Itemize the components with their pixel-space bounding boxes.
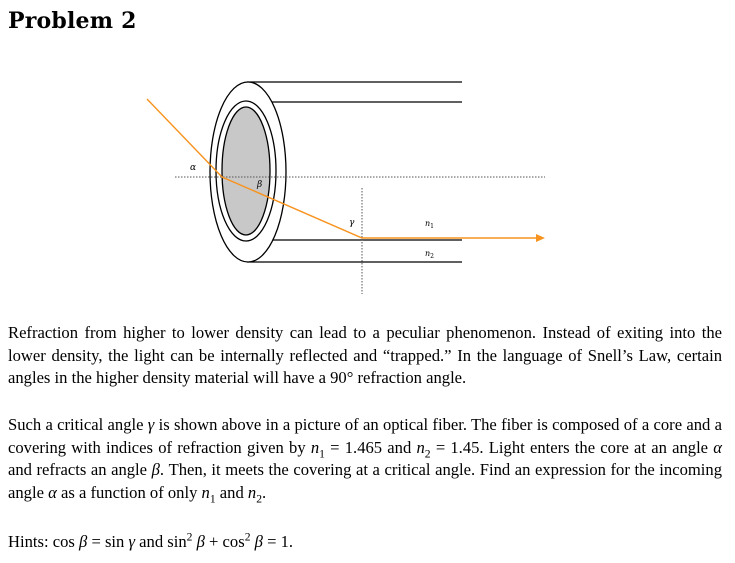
label-n1: $n_1$ — [425, 219, 434, 230]
math-n2-sub: 2 — [424, 446, 431, 460]
light-ray — [147, 99, 536, 238]
ray-arrowhead-icon — [536, 234, 545, 242]
math-n2: n — [247, 482, 257, 502]
math-fn: = sin — [91, 532, 125, 551]
paragraph-intro — [8, 322, 722, 390]
text-segment: . — [262, 482, 267, 502]
math-beta: β — [254, 532, 263, 551]
hints-line — [8, 531, 722, 554]
math-gamma: γ — [147, 415, 155, 434]
text-segment: is shown above in a picture of an optical fiber. The fiber is composed of a core and a covering with indices of refraction given by — [8, 415, 722, 457]
problem-title: Problem 2 — [8, 8, 137, 34]
math-beta: β — [79, 532, 88, 551]
math-n2-sub: 2 — [256, 491, 263, 505]
text-segment: and refracts an angle — [8, 460, 148, 479]
label-gamma: γ — [349, 218, 355, 228]
math-n1-sub: 1 — [319, 446, 325, 460]
text-segment: = 1.45. Light enters the core at an angle — [435, 437, 709, 457]
label-beta: β — [257, 180, 263, 190]
math-exponent: 2 — [244, 530, 251, 544]
math-alpha: α — [713, 437, 722, 457]
label-n2: $n_2$ — [425, 249, 434, 260]
paragraph-problem — [8, 414, 722, 504]
paragraph-intro-text: Refraction from higher to lower density can lead to a peculiar phenomenon. Instead of exiting into the lower density, the light can be internally reflected and “trapped.” In the language of Snell’s Law, certain angles in the higher density material will have a 90° refraction angle. — [8, 323, 722, 387]
math-fn: cos — [52, 532, 75, 551]
math-n1: n — [310, 437, 320, 457]
text-segment: Such a critical angle — [8, 415, 144, 434]
text-segment: = 1.465 and — [330, 437, 412, 457]
math-n1: n — [201, 482, 210, 502]
math-n2: n — [416, 437, 425, 457]
math-fn: and sin — [139, 532, 187, 551]
math-beta: β — [151, 460, 160, 479]
text-segment: . Then, it meets the covering at a critical angle. Find an expression for the incoming angle — [8, 460, 722, 502]
hints-label: Hints: — [8, 532, 49, 551]
text-segment: and — [219, 482, 244, 502]
math-n1-sub: 1 — [209, 491, 216, 505]
math-gamma: γ — [128, 532, 136, 551]
math-exponent: 2 — [186, 530, 193, 544]
math-alpha: α — [48, 482, 57, 502]
math-beta: β — [196, 532, 205, 551]
math-fn: = 1. — [267, 532, 294, 551]
fiber-core-face — [222, 107, 270, 235]
text-segment: as a function of only — [60, 482, 198, 502]
math-fn: + cos — [209, 532, 245, 551]
label-alpha: α — [190, 163, 197, 173]
